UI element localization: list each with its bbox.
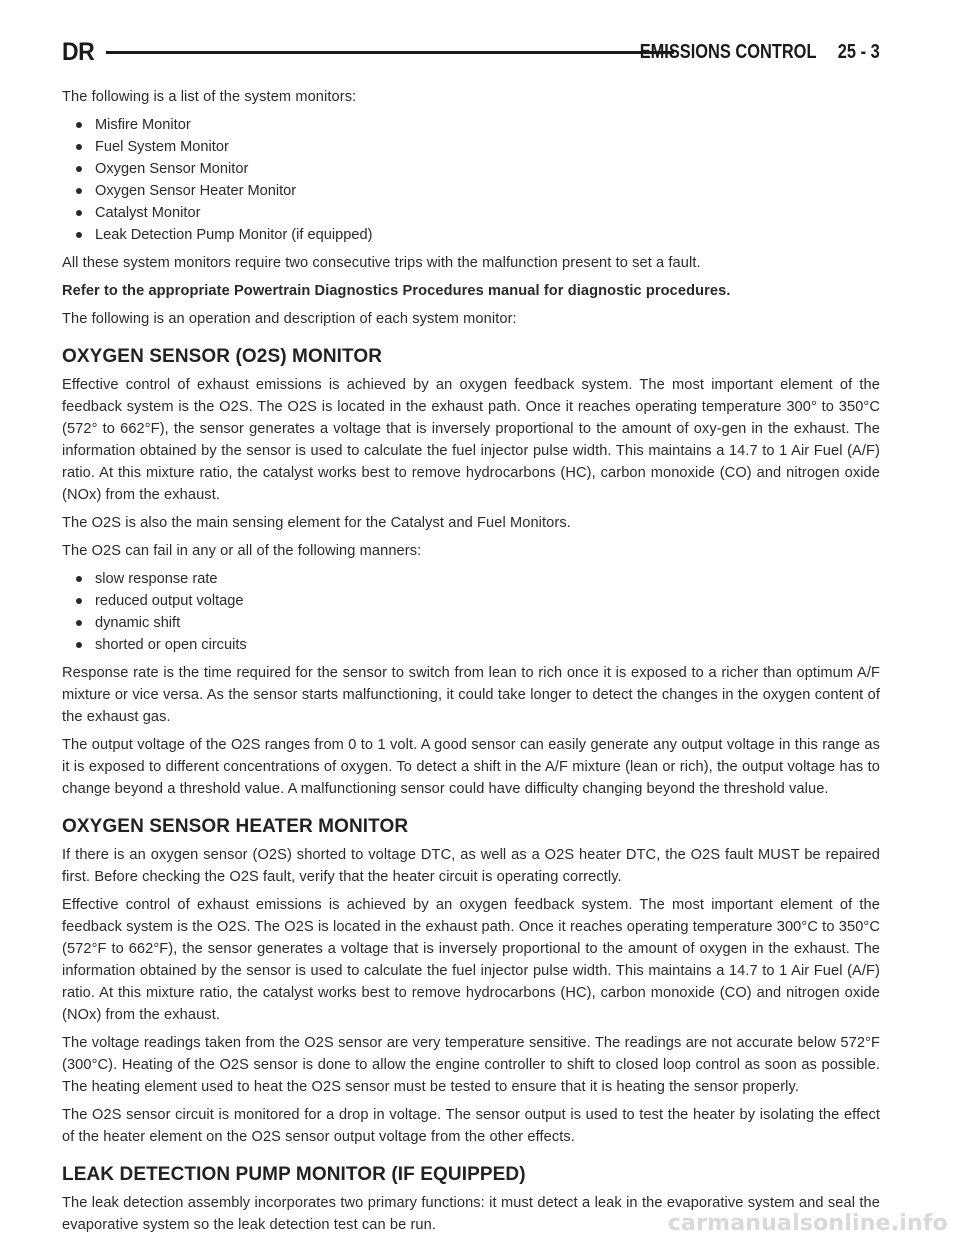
page-header: [62, 38, 880, 66]
paragraph: The output voltage of the O2S ranges from 0 to 1 volt. A good sensor can easily generate any output voltage in this range as it is exposed to different concentrations of oxygen. To detect a shift in the A/F mixture (lean or rich), the output voltage has to change beyond a threshold value. A malfunctioning sensor could have difficulty changing beyond the threshold value.: [62, 737, 880, 797]
list-item-text: Leak Detection Pump Monitor (if equipped): [95, 227, 373, 243]
paragraph: The O2S can fail in any or all of the following manners:: [62, 543, 422, 559]
list-item: [74, 114, 880, 136]
list-item-text: dynamic shift: [95, 615, 181, 631]
list-item: [74, 158, 880, 180]
paragraph: The voltage readings taken from the O2S sensor are very temperature sensitive. The readings are not accurate below 572°F (300°C). Heating of the O2S sensor is done to allow the engine controller to shift to closed loop control as soon as possible. The heating element used to heat the O2S sensor must be tested to ensure that it is heating the sensor properly.: [62, 1035, 880, 1095]
list-item: [74, 202, 880, 224]
bullet-icon: [76, 144, 82, 150]
list-item-text: slow response rate: [95, 571, 218, 587]
paragraph: The O2S sensor circuit is monitored for a drop in voltage. The sensor output is used to test the heater by isolating the effect of the heater element on the O2S sensor output voltage from the other effects.: [62, 1107, 880, 1145]
list-item: [74, 180, 880, 202]
bullet-icon: [76, 210, 82, 216]
paragraph: All these system monitors require two consecutive trips with the malfunction present to set a fault.: [62, 255, 701, 271]
header-section: [640, 38, 880, 66]
list-item: [74, 136, 880, 158]
watermark: carmanualsonline.info: [667, 1211, 948, 1236]
intro-paragraph: The following is a list of the system monitors:: [62, 89, 357, 105]
section-heading-leak-monitor: LEAK DETECTION PUMP MONITOR (IF EQUIPPED): [62, 1164, 526, 1185]
failure-list: [62, 568, 880, 656]
bold-note: Refer to the appropriate Powertrain Diagnostics Procedures manual for diagnostic procedures.: [62, 283, 731, 299]
paragraph: The following is an operation and description of each system monitor:: [62, 311, 517, 327]
section-title: EMISSIONS CONTROL: [639, 41, 817, 63]
page-content: [62, 86, 880, 1242]
list-item: [74, 568, 880, 590]
list-item: [74, 224, 880, 246]
list-item-text: reduced output voltage: [95, 593, 244, 609]
list-item-text: Fuel System Monitor: [95, 139, 229, 155]
bullet-icon: [76, 166, 82, 172]
list-item: [74, 634, 880, 656]
bullet-icon: [76, 576, 82, 582]
paragraph: Effective control of exhaust emissions is achieved by an oxygen feedback system. The most important element of the feedback system is the O2S. The O2S is located in the exhaust path. Once it reaches operating temperature 300°C to 350°C (572°F to 662°F), the sensor generates a voltage that is inversely proportional to the amount of oxygen in the exhaust. The information obtained by the sensor is used to calculate the fuel injector pulse width. This maintains a 14.7 to 1 Air Fuel (A/F) ratio. At this mixture ratio, the catalyst works best to remove hydrocarbons (HC), carbon monoxide (CO) and nitrogen oxide (NOx) from the exhaust.: [62, 897, 880, 1023]
list-item: [74, 590, 880, 612]
bullet-icon: [76, 188, 82, 194]
bullet-icon: [76, 232, 82, 238]
bullet-icon: [76, 620, 82, 626]
paragraph: If there is an oxygen sensor (O2S) shorted to voltage DTC, as well as a O2S heater DTC, the O2S fault MUST be repaired first. Before checking the O2S fault, verify that the heater circuit is operating correctly.: [62, 847, 880, 885]
page-number: 25 - 3: [838, 41, 880, 63]
bullet-icon: [76, 122, 82, 128]
bullet-icon: [76, 598, 82, 604]
section-heading-o2s-monitor: OXYGEN SENSOR (O2S) MONITOR: [62, 346, 383, 367]
model-code: DR: [62, 38, 95, 66]
list-item-text: Misfire Monitor: [95, 117, 191, 133]
list-item-text: Oxygen Sensor Heater Monitor: [95, 183, 297, 199]
monitor-list: [62, 114, 880, 246]
paragraph: Effective control of exhaust emissions is achieved by an oxygen feedback system. The most important element of the feedback system is the O2S. The O2S is located in the exhaust path. Once it reaches operating temperature 300° to 350°C (572° to 662°F), the sensor generates a voltage that is inversely proportional to the amount of oxy-gen in the exhaust. The information obtained by the sensor is used to calculate the fuel injector pulse width. This maintains a 14.7 to 1 Air Fuel (A/F) ratio. At this mixture ratio, the catalyst works best to remove hydrocarbons (HC), carbon monoxide (CO) and nitrogen oxide (NOx) from the exhaust.: [62, 377, 880, 503]
list-item: [74, 612, 880, 634]
list-item-text: Oxygen Sensor Monitor: [95, 161, 249, 177]
paragraph: The leak detection assembly incorporates two primary functions: it must detect a leak in the evaporative system and seal the evaporative system so the leak detection test can be run.: [62, 1195, 880, 1233]
paragraph: The O2S is also the main sensing element for the Catalyst and Fuel Monitors.: [62, 515, 571, 531]
list-item-text: Catalyst Monitor: [95, 205, 201, 221]
list-item-text: shorted or open circuits: [95, 637, 247, 653]
header-rule: [106, 51, 674, 54]
paragraph: Response rate is the time required for the sensor to switch from lean to rich once it is exposed to a richer than optimum A/F mixture or vice versa. As the sensor starts malfunctioning, it could take longer to detect the changes in the oxygen content of the exhaust gas.: [62, 665, 880, 725]
section-heading-heater-monitor: OXYGEN SENSOR HEATER MONITOR: [62, 816, 409, 837]
bullet-icon: [76, 642, 82, 648]
